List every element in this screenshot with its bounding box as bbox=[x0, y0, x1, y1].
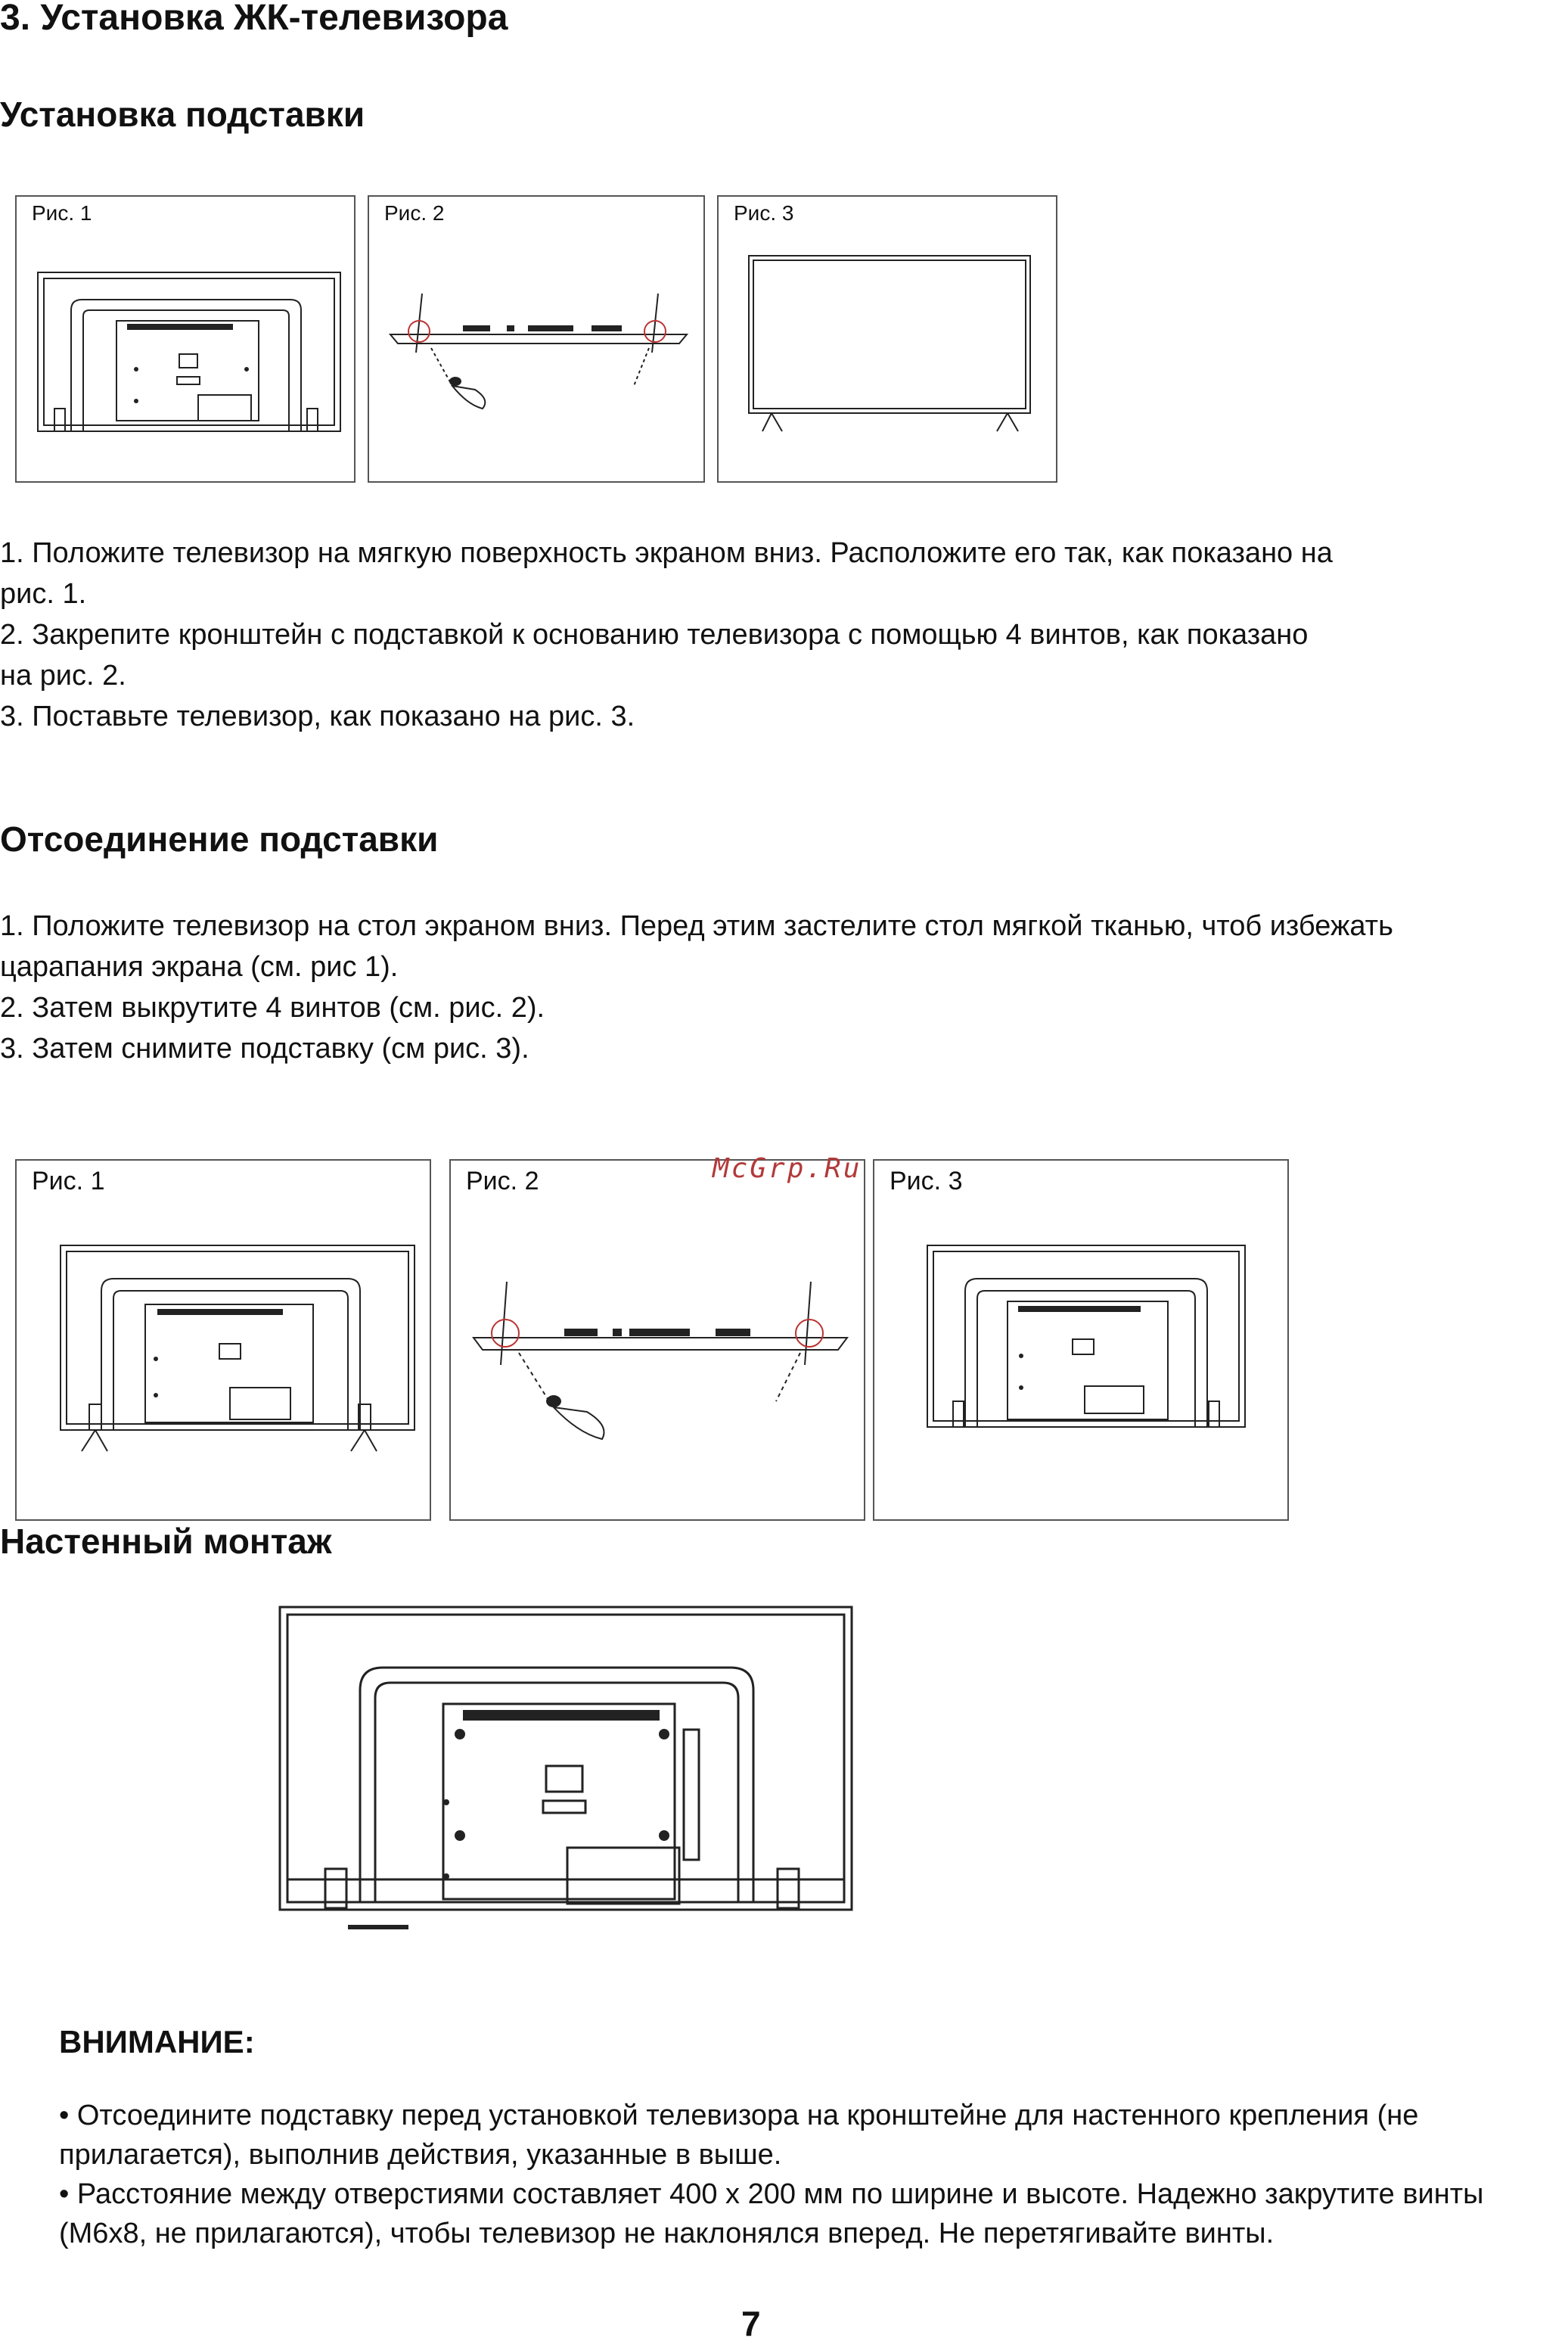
figure-attach-stand bbox=[368, 195, 705, 483]
install-step-3: 3. Поставьте телевизор, как показано на рис. 3. bbox=[0, 701, 635, 732]
figure-label: Рис. 3 bbox=[890, 1167, 963, 1195]
stand-remove-title: Отсоединение подставки bbox=[0, 819, 439, 859]
attention-title: ВНИМАНИЕ: bbox=[59, 2024, 255, 2060]
figure-label: Рис. 2 bbox=[384, 201, 445, 225]
tv-back-no-stand-drawing bbox=[874, 1161, 1290, 1522]
figure-label: Рис. 1 bbox=[32, 201, 92, 225]
attention-list bbox=[59, 2096, 1564, 2253]
figure-stand-removed bbox=[873, 1159, 1289, 1521]
figure-tv-standing bbox=[717, 195, 1057, 483]
tv-back-drawing-2 bbox=[17, 1161, 433, 1522]
attention-item-2: • Расстояние между отверстиями составляет 400 x 200 мм по ширине и высоте. Надежно закрутите винты (M6x8, не прилагаются), чтобы телевизор не наклонялся вперед. Не перетягивайте винты. bbox=[59, 2178, 1484, 2249]
screw-remove-drawing bbox=[451, 1161, 867, 1522]
stand-install-title: Установка подставки bbox=[0, 95, 365, 134]
stand-attach-drawing bbox=[369, 197, 706, 484]
attention-item-1: • Отсоедините подставку перед установкой телевизора на кронштейне для настенного крепления (не прилагается), выполнив действия, указанные в выше. bbox=[59, 2100, 1419, 2171]
wall-mount-title: Настенный монтаж bbox=[0, 1522, 332, 1561]
figure-tv-back-with-stand bbox=[15, 195, 356, 483]
install-step-1: 1. Положите телевизор на мягкую поверхность экраном вниз. Расположите его так, как показано на рис. 1. bbox=[0, 537, 1333, 610]
page-number: 7 bbox=[741, 2304, 761, 2343]
tv-front-drawing bbox=[719, 197, 1059, 484]
figure-label: Рис. 2 bbox=[466, 1167, 539, 1195]
page-title: 3. Установка ЖК-телевизора bbox=[0, 0, 508, 38]
remove-step-3: 3. Затем снимите подставку (см рис. 3). bbox=[0, 1033, 529, 1065]
watermark: McGrp.Ru bbox=[713, 1153, 862, 1184]
remove-step-2: 2. Затем выкрутите 4 винтов (см. рис. 2). bbox=[0, 992, 545, 1024]
figure-remove-tv-back bbox=[15, 1159, 431, 1521]
remove-step-1: 1. Положите телевизор на стол экраном вниз. Перед этим застелите стол мягкой тканью, чтоб избежать царапания экрана (см. рис 1). bbox=[0, 910, 1393, 983]
figure-label: Рис. 3 bbox=[734, 201, 794, 225]
figure-remove-screws bbox=[449, 1159, 865, 1521]
tv-back-drawing bbox=[17, 197, 357, 484]
wall-mount-tv-drawing bbox=[275, 1604, 855, 1941]
figure-label: Рис. 1 bbox=[32, 1167, 105, 1195]
stand-remove-steps bbox=[0, 906, 1568, 1069]
stand-install-steps bbox=[0, 533, 1558, 737]
install-step-2: 2. Закрепите кронштейн с подставкой к основанию телевизора с помощью 4 винтов, как показано на рис. 2. bbox=[0, 619, 1309, 692]
